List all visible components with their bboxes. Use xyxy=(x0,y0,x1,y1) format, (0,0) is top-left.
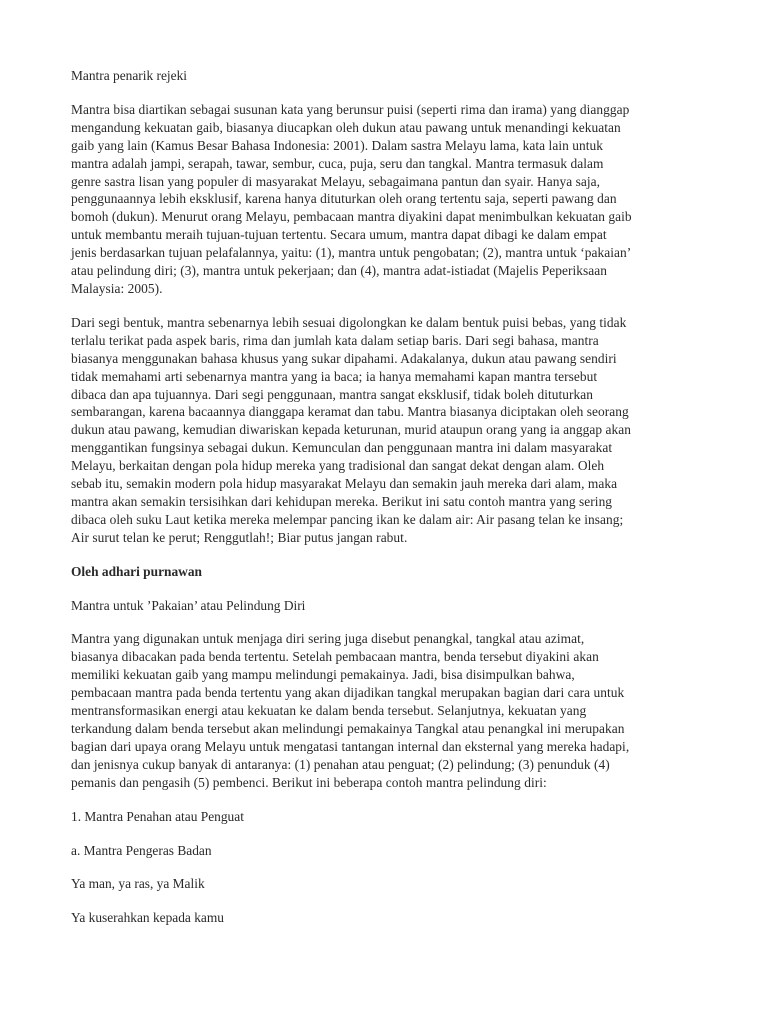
text-line: gaib yang lain (Kamus Besar Bahasa Indonesia: 2001). Dalam sastra Melayu lama, kata lain untuk xyxy=(71,137,603,153)
text-line: sebab itu, semakin modern pola hidup masyarakat Melayu dan semakin jauh mereka dari alam, maka xyxy=(71,476,618,492)
list-item-heading: 1. Mantra Penahan atau Penguat xyxy=(71,808,244,824)
text-line: memiliki kekuatan gaib yang mampu melindungi pemakainya. Jadi, bisa disimpulkan bahwa, xyxy=(71,667,575,683)
text-line: Dari segi bentuk, mantra sebenarnya lebih sesuai digolongkan ke dalam bentuk puisi bebas, yang tidak xyxy=(71,314,627,330)
text-line: bagian dari upaya orang Melayu untuk mengatasi tantangan internal dan eksternal yang mereka hadapi, xyxy=(71,738,630,754)
author-line: Oleh adhari purnawan xyxy=(71,563,202,579)
text-line: untuk membantu meraih tujuan-tujuan tertentu. Secara umum, mantra dapat dibagi ke dalam empat xyxy=(71,227,607,243)
document-page xyxy=(71,67,703,927)
text-line: terlalu terikat pada aspek baris, rima dan jumlah kata dalam setiap baris. Dari segi bahasa, mantra xyxy=(71,332,599,348)
text-line: pemanis dan pengasih (5) pembenci. Berikut ini beberapa contoh mantra pelindung diri: xyxy=(71,774,547,790)
text-line: sembarangan, karena bacaannya dianggapa keramat dan tabu. Mantra biasanya diciptakan oleh seorang xyxy=(71,404,629,420)
text-line: mantra akan semakin tersisihkan dari kehidupan mereka. Berikut ini satu contoh mantra yang sering xyxy=(71,493,613,509)
paragraph-definition xyxy=(71,101,703,298)
text-line: Mantra bisa diartikan sebagai susunan kata yang berunsur puisi (seperti rima dan irama) yang dianggap xyxy=(71,101,630,117)
text-line: mentransformasikan energi atau kekuatan ke dalam benda tersebut. Selanjutnya, kekuatan yang xyxy=(71,703,587,719)
list-subitem-heading: a. Mantra Pengeras Badan xyxy=(71,842,212,858)
verse-line: Ya kuserahkan kepada kamu xyxy=(71,910,224,926)
text-line: penggunaannya lebih eksklusif, karena hanya dituturkan oleh orang tertentu saja, seperti pawang dan xyxy=(71,191,617,207)
text-line: biasanya dibacakan pada benda tertentu. Setelah pembacaan mantra, benda tersebut diyakini akan xyxy=(71,649,599,665)
text-line: atau pelindung diri; (3), mantra untuk pekerjaan; dan (4), mantra adat-istiadat (Majelis Peperiksaan xyxy=(71,263,607,279)
text-line: tidak memahami arti sebenarnya mantra yang ia baca; ia hanya memahami kapan mantra tersebut xyxy=(71,368,598,384)
document-title: Mantra penarik rejeki xyxy=(71,68,187,83)
text-line: menggantikan fungsinya sebagai dukun. Kemunculan dan penggunaan mantra ini dalam masyarakat xyxy=(71,440,613,456)
text-line: Melayu, berkaitan dengan pola hidup mereka yang tradisional dan sangat dekat dengan alam. Oleh xyxy=(71,458,605,474)
paragraph-protection xyxy=(71,630,703,791)
section-title: Mantra untuk ’Pakaian’ atau Pelindung Diri xyxy=(71,597,306,613)
text-line: Malaysia: 2005). xyxy=(71,280,163,296)
text-line: dan jenisnya cukup banyak di antaranya: (1) penahan atau penguat; (2) pelindung; (3) penunduk (4) xyxy=(71,756,610,772)
text-line: biasanya menggunakan bahasa khusus yang sukar dipahami. Adakalanya, dukun atau pawang sendiri xyxy=(71,350,617,366)
text-line: genre sastra lisan yang populer di masyarakat Melayu, sebagaimana pantun dan syair. Hanya saja, xyxy=(71,173,601,189)
text-line: dibaca dan apa tujuannya. Dari segi penggunaan, mantra sangat eksklusif, tidak boleh dituturkan xyxy=(71,386,593,402)
text-line: dukun atau pawang, kemudian diwariskan kepada keturunan, murid ataupun orang yang ia anggap akan xyxy=(71,422,631,438)
text-line: terkandung dalam benda tersebut akan melindungi pemakainya Tangkal atau penangkal ini merupakan xyxy=(71,721,625,736)
text-line: pembacaan mantra pada benda tertentu yang akan dijadikan tangkal merupakan bagian dari cara untuk xyxy=(71,685,625,701)
verse-line: Ya man, ya ras, ya Malik xyxy=(71,876,205,892)
text-line: bomoh (dukun). Menurut orang Melayu, pembacaan mantra diyakini dapat menimbulkan kekuatan gaib xyxy=(71,209,632,225)
text-line: Mantra yang digunakan untuk menjaga diri sering juga disebut penangkal, tangkal atau azimat, xyxy=(71,631,585,647)
text-line: mengandung kekuatan gaib, biasanya diucapkan oleh dukun atau pawang untuk menandingi kekuatan xyxy=(71,119,621,135)
text-line: mantra adalah jampi, serapah, tawar, sembur, cuca, puja, seru dan tangkal. Mantra termasuk dalam xyxy=(71,155,604,171)
text-line: jenis berdasarkan tujuan pelafalannya, yaitu: (1), mantra untuk pengobatan; (2), mantra untuk ‘pakaian’ xyxy=(71,245,632,261)
text-line: dibaca oleh suku Laut ketika mereka melempar pancing ikan ke dalam air: Air pasang telan ke insang; xyxy=(71,511,624,527)
text-line: Air surut telan ke perut; Renggutlah!; Biar putus jangan rabut. xyxy=(71,529,408,545)
paragraph-form xyxy=(71,314,703,547)
